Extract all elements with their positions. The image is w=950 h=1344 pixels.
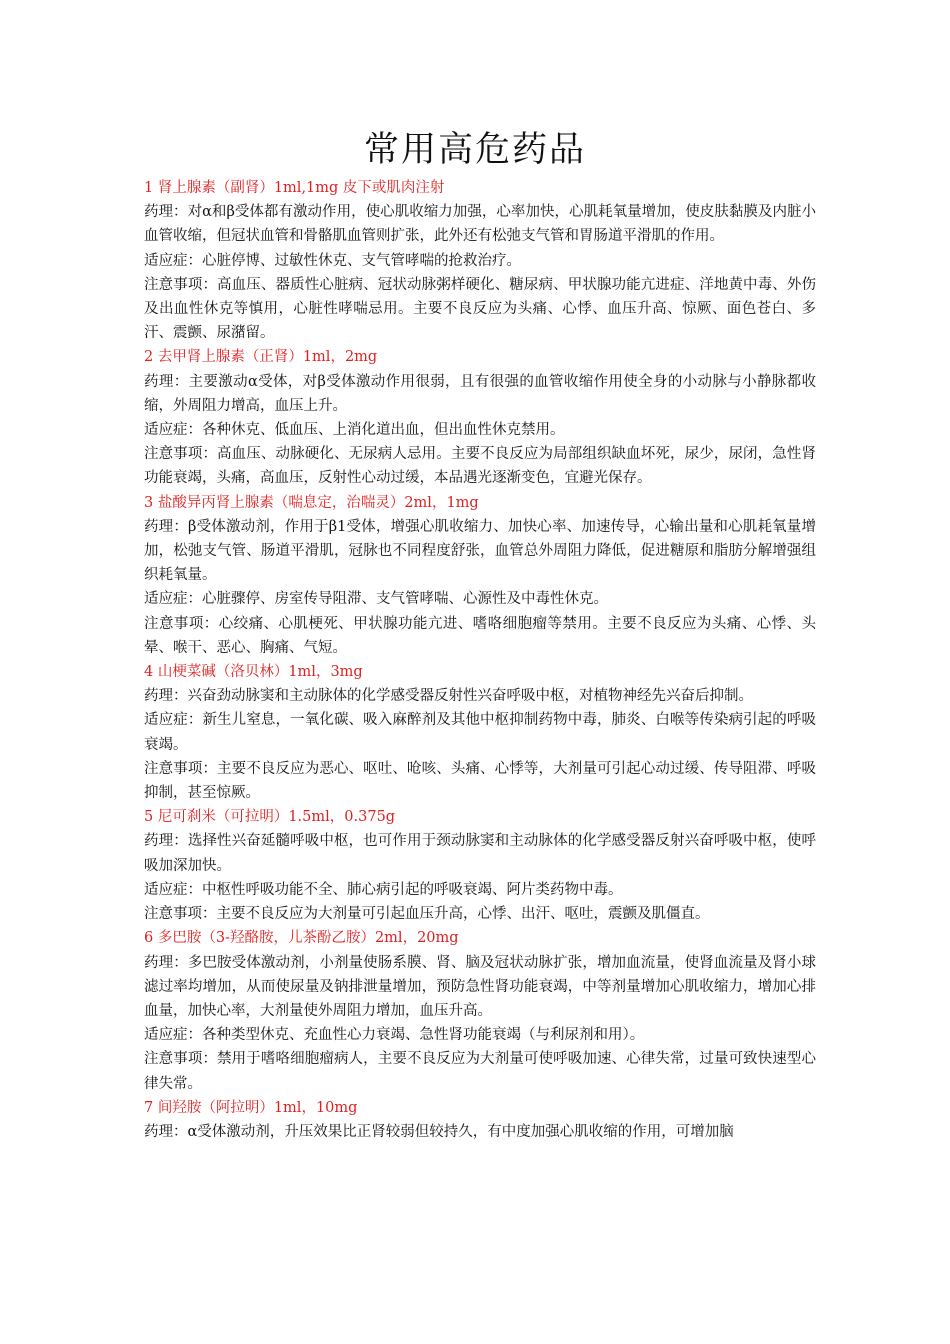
drug-heading: 6 多巴胺（3-羟酪胺，儿茶酚乙胺）2ml，20mg [144, 930, 459, 947]
pharmacology-text: 药理：α受体激动剂，升压效果比正肾较弱但较持久，有中度加强心肌收缩的作用，可增加脑 [144, 1123, 734, 1140]
page-title: 常用高危药品 [363, 130, 586, 170]
indications-text: 适应症：新生儿窒息，一氧化碳、吸入麻醉剂及其他中枢抑制药物中毒，肺炎、白喉等传染病引起的呼吸衰竭。 [144, 712, 816, 753]
indications-text: 适应症：各种休克、低血压、上消化道出血，但出血性休克禁用。 [144, 422, 565, 439]
drug-heading: 7 间羟胺（阿拉明）1ml，10mg [144, 1099, 358, 1116]
drug-heading: 1 肾上腺素（副肾）1ml,1mg 皮下或肌肉注射 [144, 180, 445, 196]
drug-entry-epinephrine [144, 176, 816, 345]
pharmacology-text: 药理：选择性兴奋延髓呼吸中枢，也可作用于颈动脉窦和主动脉体的化学感受器反射兴奋呼吸中枢，使呼吸加深加快。 [144, 833, 816, 874]
precautions-text: 注意事项：主要不良反应为大剂量可引起血压升高，心悸、出汗、呕吐，震颤及肌僵直。 [144, 906, 710, 923]
drug-entry-norepinephrine [144, 345, 816, 490]
precautions-text: 注意事项：高血压、动脉硬化、无尿病人忌用。主要不良反应为局部组织缺血坏死，尿少，尿闭，急性肾功能衰竭，头痛，高血压，反射性心动过缓，本品遇光逐渐变色，宜避光保存。 [144, 446, 816, 487]
drug-heading: 4 山梗菜碱（洛贝林）1ml，3mg [144, 664, 363, 681]
pharmacology-text: 药理：多巴胺受体激动剂，小剂量使肠系膜、肾、脑及冠状动脉扩张，增加血流量，使肾血流量及肾小球滤过率均增加，从而使尿量及钠排泄量增加，预防急性肾功能衰竭，中等剂量增加心肌收缩力，增加心排血量，加快心率，大剂量使外周阻力增加，血压升高。 [144, 954, 816, 1019]
drug-heading: 5 尼可刹米（可拉明）1.5ml，0.375g [144, 809, 396, 826]
drug-entry-isoprenaline [144, 491, 816, 660]
indications-text: 适应症：中枢性呼吸功能不全、肺心病引起的呼吸衰竭、阿片类药物中毒。 [144, 881, 623, 898]
precautions-text: 注意事项：高血压、器质性心脏病、冠状动脉粥样硬化、糖尿病、甲状腺功能亢进症、洋地黄中毒、外伤及出血性休克等慎用，心脏性哮喘忌用。主要不良反应为头痛、心悸、血压升高、惊厥、面色苍白、多汗、震颤、尿潴留。 [144, 276, 816, 342]
drug-list [144, 176, 816, 1144]
drug-entry-lobeline [144, 660, 816, 805]
precautions-text: 注意事项：心绞痛、心肌梗死、甲状腺功能亢进、嗜咯细胞瘤等禁用。主要不良反应为头痛、心悸、头晕、喉干、恶心、胸痛、气短。 [144, 615, 816, 656]
indications-text: 适应症：心脏停博、过敏性休克、支气管哮喘的抢救治疗。 [144, 252, 521, 269]
pharmacology-text: 药理：兴奋劲动脉窦和主动脉体的化学感受器反射性兴奋呼吸中枢，对植物神经先兴奋后抑制。 [144, 688, 753, 705]
pharmacology-text: 药理：主要激动α受体，对β受体激动作用很弱，且有很强的血管收缩作用使全身的小动脉与小静脉都收缩，外周阻力增高，血压上升。 [144, 373, 816, 414]
precautions-text: 注意事项：主要不良反应为恶心、呕吐、呛咳、头痛、心悸等，大剂量可引起心动过缓、传导阻滞、呼吸抑制，甚至惊厥。 [144, 760, 816, 802]
drug-entry-nikethamide [144, 805, 816, 926]
indications-text: 适应症：心脏骤停、房室传导阻滞、支气管哮喘、心源性及中毒性休克。 [144, 591, 608, 608]
precautions-text: 注意事项：禁用于嗜咯细胞瘤病人，主要不良反应为大剂量可使呼吸加速、心律失常，过量可致快速型心律失常。 [144, 1051, 816, 1092]
drug-heading: 2 去甲肾上腺素（正肾）1ml，2mg [144, 349, 378, 366]
pharmacology-text: 药理：β受体激动剂，作用于β1受体，增强心肌收缩力、加快心率、加速传导，心输出量和心肌耗氧量增加，松弛支气管、肠道平滑肌，冠脉也不同程度舒张，血管总外周阻力降低，促进糖原和脂肪分解增强组织耗氧量。 [144, 518, 816, 584]
pharmacology-text: 药理：对α和β受体都有激动作用，使心肌收缩力加强，心率加快，心肌耗氧量增加，使皮肤黏膜及内脏小血管收缩，但冠状血管和骨骼肌血管则扩张，此外还有松弛支气管和胃肠道平滑肌的作用。 [144, 204, 816, 245]
indications-text: 适应症：各种类型休克、充血性心力衰竭、急性肾功能衰竭（与利尿剂和用）。 [144, 1027, 645, 1044]
drug-heading: 3 盐酸异丙肾上腺素（喘息定，治喘灵）2ml，1mg [144, 494, 479, 511]
drug-entry-metaraminol [144, 1096, 816, 1144]
drug-entry-dopamine [144, 926, 816, 1095]
